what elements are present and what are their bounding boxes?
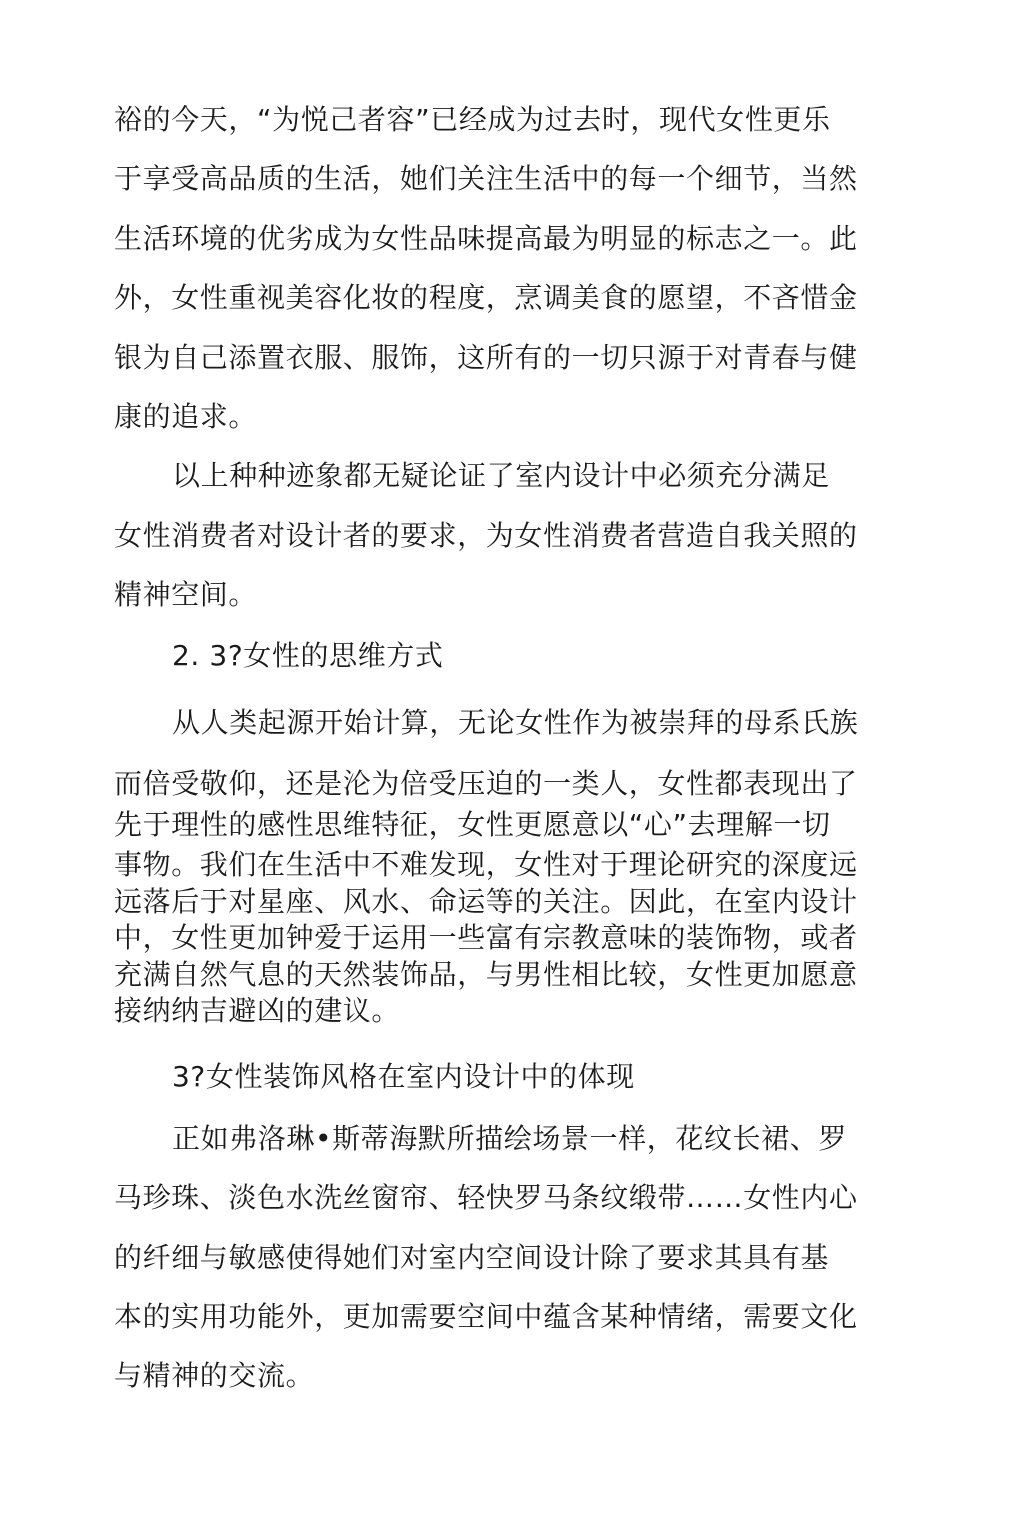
text-line: 事物。我们在生活中不难发现，女性对于理论研究的深度远 <box>114 848 858 881</box>
section-heading: 2. 3?女性的思维方式 <box>172 639 444 672</box>
text-line: 充满自然气息的天然装饰品，与男性相比较，女性更加愿意 <box>114 958 858 991</box>
text-line: 而倍受敬仰，还是沦为倍受压迫的一类人，女性都表现出了 <box>114 767 858 800</box>
text-line: 接纳纳吉避凶的建议。 <box>114 994 401 1027</box>
text-line: 先于理性的感性思维特征，女性更愿意以“心”去理解一切 <box>114 808 831 841</box>
text-line: 从人类起源开始计算，无论女性作为被崇拜的母系氏族 <box>172 706 859 739</box>
text-line: 精神空间。 <box>114 578 258 611</box>
text-line: 中，女性更加钟爱于运用一些富有宗教意味的装饰物，或者 <box>114 921 858 954</box>
text-line: 马珍珠、淡色水洗丝窗帘、轻快罗马条纹缎带……女性内心 <box>114 1181 858 1214</box>
text-line: 外，女性重视美容化妆的程度，烹调美食的愿望，不吝惜金 <box>114 281 858 314</box>
text-line: 本的实用功能外，更加需要空间中蕴含某种情绪，需要文化 <box>114 1300 858 1333</box>
text-line: 正如弗洛琳•斯蒂海默所描绘场景一样，花纹长裙、罗 <box>172 1122 847 1155</box>
text-line: 康的追求。 <box>114 400 258 433</box>
text-line: 银为自己添置衣服、服饰，这所有的一切只源于对青春与健 <box>114 341 858 374</box>
section-heading: 3?女性装饰风格在室内设计中的体现 <box>172 1060 635 1093</box>
text-line: 的纤细与敏感使得她们对室内空间设计除了要求其具有基 <box>114 1241 830 1274</box>
text-line: 女性消费者对设计者的要求，为女性消费者营造自我关照的 <box>114 519 858 552</box>
text-line: 远落后于对星座、风水、命运等的关注。因此，在室内设计 <box>114 885 858 918</box>
text-line: 以上种种迹象都无疑论证了室内设计中必须充分满足 <box>172 459 830 492</box>
text-line: 生活环境的优劣成为女性品味提高最为明显的标志之一。此 <box>114 222 858 255</box>
text-line: 裕的今天，“为悦己者容”已经成为过去时，现代女性更乐 <box>114 103 831 136</box>
text-line: 于享受高品质的生活，她们关注生活中的每一个细节，当然 <box>114 162 858 195</box>
text-line: 与精神的交流。 <box>114 1359 315 1392</box>
